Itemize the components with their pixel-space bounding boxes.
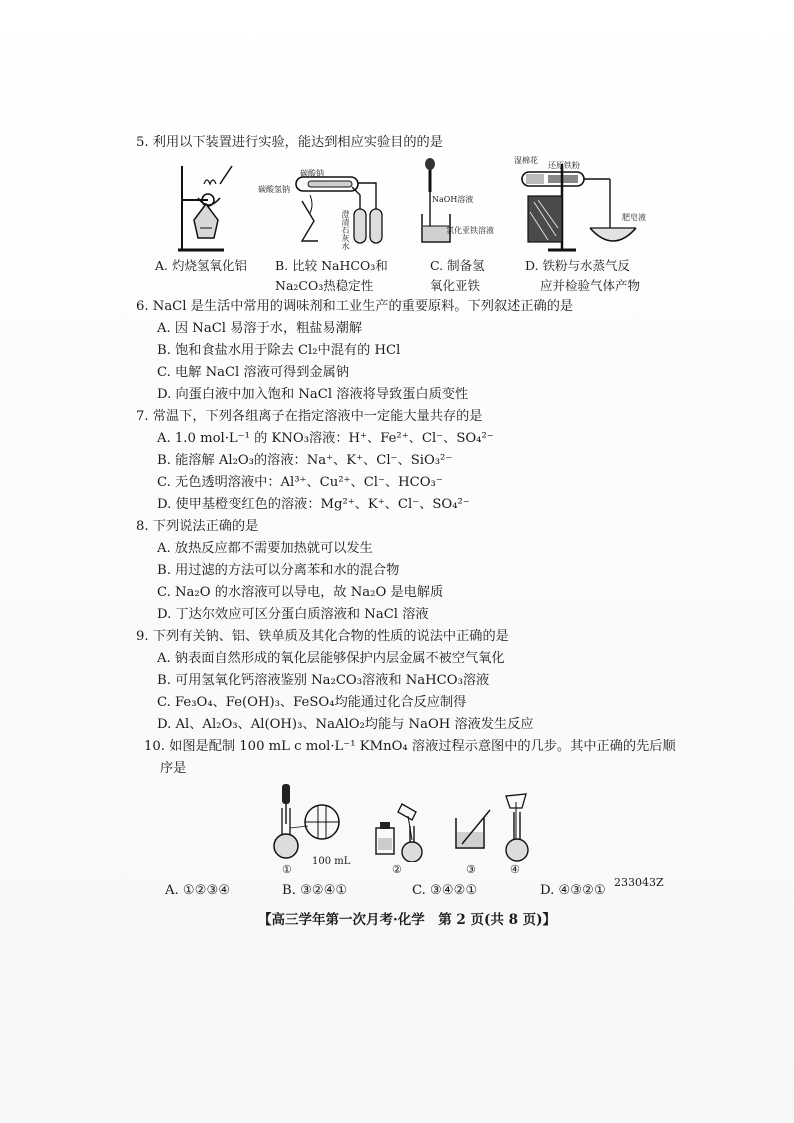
q10-label-step3: ③ [466, 863, 476, 876]
q10-option-c: C. ③④②① [412, 883, 478, 898]
exam-code: 233043Z [614, 876, 664, 889]
q7-stem: 7. 常温下，下列各组离子在指定溶液中一定能大量共存的是 [136, 409, 483, 424]
q6-stem: 6. NaCl 是生活中常用的调味剂和工业生产的重要原料。下列叙述正确的是 [136, 299, 574, 314]
q5-caption-b-line2: Na₂CO₃热稳定性 [275, 278, 374, 293]
q5-label-soap-solution: 肥皂液 [622, 213, 646, 222]
q5-label-wet-cotton: 湿棉花 [514, 156, 538, 165]
q5-label-sodium-bicarbonate: 碳酸氢钠 [258, 185, 290, 194]
q6-option-a: A. 因 NaCl 易溶于水，粗盐易潮解 [157, 321, 363, 336]
q6-option-b: B. 饱和食盐水用于除去 Cl₂中混有的 HCl [157, 343, 401, 358]
q5-caption-d-line2: 应并检验气体产物 [540, 278, 641, 293]
q10-figure-4-transferring-with-glass-rod [500, 790, 540, 864]
q10-option-b: B. ③②④① [282, 883, 348, 898]
q8-option-a: A. 放热反应都不需要加热就可以发生 [157, 541, 373, 556]
q5-caption-b-line1: B. 比较 NaHCO₃和 [275, 258, 388, 273]
q7-option-b: B. 能溶解 Al₂O₃的溶液：Na⁺、K⁺、Cl⁻、SiO₃²⁻ [157, 453, 453, 468]
q7-option-d: D. 使甲基橙变红色的溶液：Mg²⁺、K⁺、Cl⁻、SO₄²⁻ [157, 497, 470, 512]
q5-figure-a-crucible-setup [160, 158, 242, 254]
q5-figure-b-thermal-stability [258, 165, 398, 255]
q5-stem: 5. 利用以下装置进行实验，能达到相应实验目的的是 [136, 135, 443, 150]
q10-label-step4: ④ [510, 863, 520, 876]
q5-label-sodium-carbonate: 碳酸钠 [300, 169, 324, 178]
q5-label-reduced-iron-powder: 还原铁粉 [548, 161, 580, 170]
q5-label-limewater: 澄清石灰水 [341, 210, 350, 250]
q10-label-step2: ② [392, 863, 402, 876]
q5-caption-d-line1: D. 铁粉与水蒸气反 [525, 258, 631, 273]
q8-stem: 8. 下列说法正确的是 [136, 519, 259, 534]
q10-option-a: A. ①②③④ [165, 883, 231, 898]
q5-caption-c-line2: 氧化亚铁 [430, 278, 481, 293]
q8-option-d: D. 丁达尔效应可区分蛋白质溶液和 NaCl 溶液 [157, 607, 429, 622]
q9-option-c: C. Fe₃O₄、Fe(OH)₃、FeSO₄均能通过化合反应制得 [157, 695, 467, 710]
q10-figure-3-beaker-with-stirring-rod [450, 808, 496, 854]
q6-option-c: C. 电解 NaCl 溶液可得到金属钠 [157, 365, 349, 380]
page-footer: 【高三学年第一次月考·化学 第 2 页(共 8 页)】 [258, 912, 557, 928]
q10-label-100ml: 100 mL [312, 856, 351, 867]
q9-option-b: B. 可用氢氧化钙溶液鉴别 Na₂CO₃溶液和 NaHCO₃溶液 [157, 673, 490, 688]
q5-label-naoh-solution: NaOH溶液 [432, 195, 474, 204]
q6-option-d: D. 向蛋白液中加入饱和 NaCl 溶液将导致蛋白质变性 [157, 387, 469, 402]
q9-stem: 9. 下列有关钠、铝、铁单质及其化合物的性质的说法中正确的是 [136, 629, 509, 644]
q7-option-a: A. 1.0 mol·L⁻¹ 的 KNO₃溶液：H⁺、Fe²⁺、Cl⁻、SO₄²⁻ [157, 431, 494, 446]
q10-stem-line1: 10. 如图是配制 100 mL c mol·L⁻¹ KMnO₄ 溶液过程示意图中的几步。其中正确的先后顺 [144, 739, 676, 754]
q5-caption-a: A. 灼烧氢氧化铝 [155, 258, 247, 273]
q5-label-ferrous-chloride: 氯化亚铁溶液 [446, 226, 494, 235]
q10-label-step1: ① [282, 863, 292, 876]
q10-figure-2-pouring-from-reagent-bottle [372, 796, 448, 862]
q10-option-d: D. ④③②① [540, 883, 606, 898]
q10-stem-line2: 序是 [160, 761, 187, 776]
q5-caption-c-line1: C. 制备氢 [430, 258, 485, 273]
q7-option-c: C. 无色透明溶液中：Al³⁺、Cu²⁺、Cl⁻、HCO₃⁻ [157, 475, 443, 490]
q8-option-b: B. 用过滤的方法可以分离苯和水的混合物 [157, 563, 400, 578]
q8-option-c: C. Na₂O 的水溶液可以导电，故 Na₂O 是电解质 [157, 585, 444, 600]
q9-option-a: A. 钠表面自然形成的氧化层能够保护内层金属不被空气氧化 [157, 651, 505, 666]
q9-option-d: D. Al、Al₂O₃、Al(OH)₃、NaAlO₂均能与 NaOH 溶液发生反应 [157, 717, 534, 732]
